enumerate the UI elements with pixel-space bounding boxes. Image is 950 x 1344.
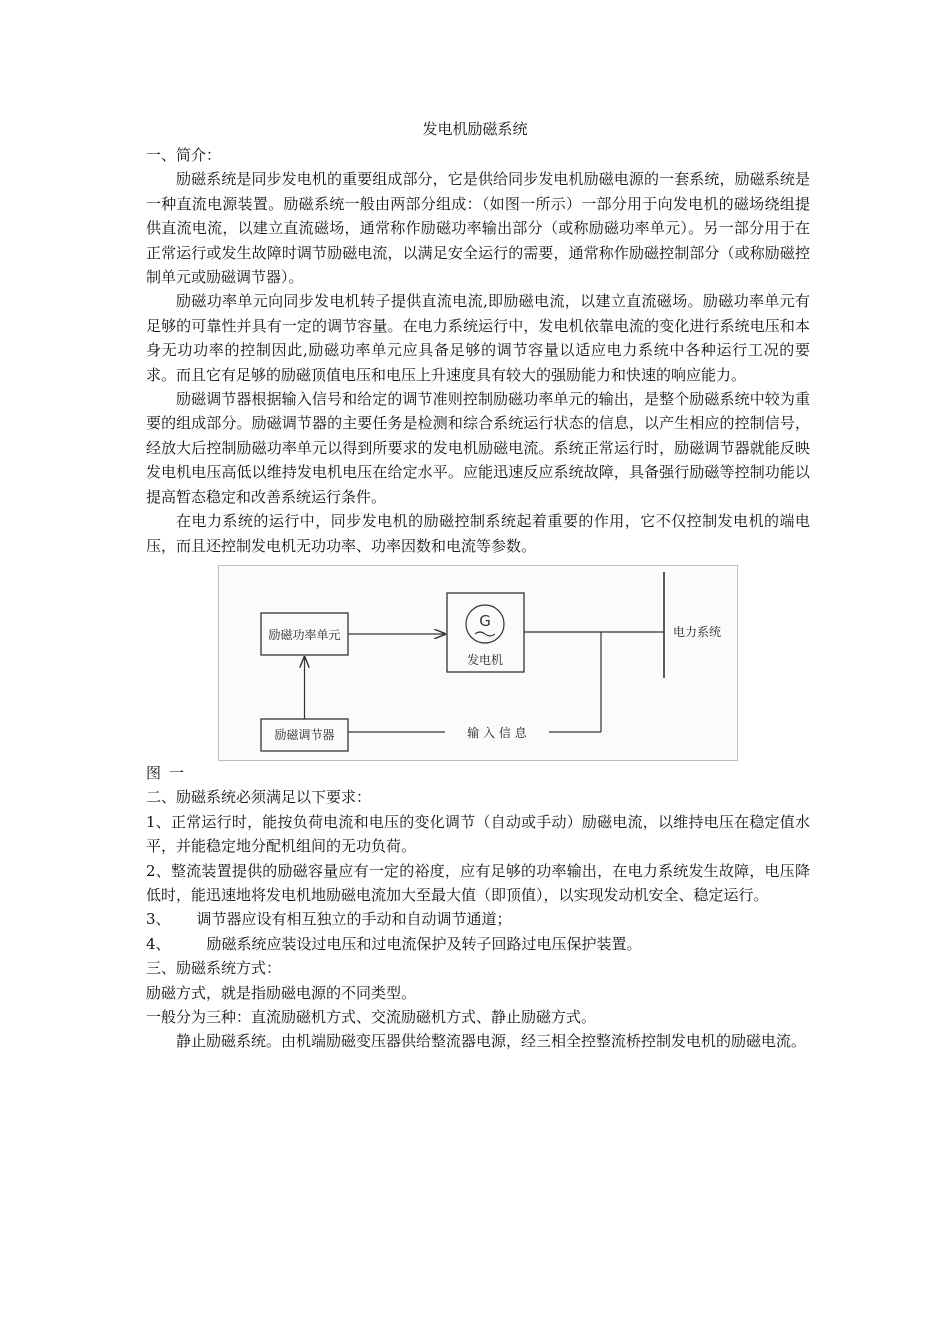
requirement-4-text: 励磁系统应装设过电压和过电流保护及转子回路过电压保护装置。: [206, 934, 642, 953]
requirement-4: [146, 932, 810, 956]
requirement-2: 2、整流装置提供的励磁容量应有一定的裕度，应有足够的功率输出，在电力系统发生故障，电压降低时，能迅速地将发电机地励磁电流加大至最大值（即顶值），以实现发动机安全、稳定运行。: [146, 861, 810, 904]
section3-line-1: 励磁方式，就是指励磁电源的不同类型。: [146, 983, 417, 1002]
excitation-diagram: [218, 565, 738, 761]
figure-caption: 图一: [146, 763, 193, 782]
section3-heading: 三、励磁系统方式：: [146, 959, 282, 978]
power-unit-label: 励磁功率单元: [268, 627, 341, 642]
section1-paragraph-1: 励磁系统是同步发电机的重要组成部分，它是供给同步发电机励磁电源的一套系统，励磁系统是一种直流电源装置。励磁系统一般由两部分组成：（如图一所示）一部分用于向发电机的磁场绕组提供直流电流，以建立直流磁场，通常称作励磁功率输出部分（或称励磁功率单元）。另一部分用于在正常运行或发生故障时调节励磁电流，以满足安全运行的需要，通常称作励磁控制部分（或称励磁控制单元或励磁调节器）。: [146, 170, 810, 287]
section3-line-2: 一般分为三种：直流励磁机方式、交流励磁机方式、静止励磁方式。: [146, 1007, 597, 1026]
generator-symbol: G: [479, 611, 491, 630]
section1-paragraph-2: 励磁功率单元向同步发电机转子提供直流电流,即励磁电流，以建立直流磁场。励磁功率单元有足够的可靠性并具有一定的调节容量。在电力系统运行中，发电机依靠电流的变化进行系统电压和本身无功功率的控制因此,励磁功率单元应具备足够的调节容量以适应电力系统中各种运行工况的要求。而且它有足够的励磁顶值电压和电压上升速度具有较大的强励能力和快速的响应能力。: [146, 292, 810, 384]
document-body: [146, 143, 810, 1054]
document-title: 发电机励磁系统: [422, 120, 528, 138]
input-info-label: 输 入 信 息: [467, 725, 527, 740]
section1-paragraph-4: 在电力系统的运行中，同步发电机的励磁控制系统起着重要的作用，它不仅控制发电机的端电压，而且还控制发电机无功功率、功率因数和电流等参数。: [146, 512, 810, 555]
regulator-label: 励磁调节器: [274, 727, 335, 742]
section2-heading: 二、励磁系统必须满足以下要求：: [146, 788, 372, 807]
power-system-label: 电力系统: [673, 624, 722, 639]
section1-paragraph-3: 励磁调节器根据输入信号和给定的调节准则控制励磁功率单元的输出，是整个励磁系统中较为重要的组成部分。励磁调节器的主要任务是检测和综合系统运行状态的信息，以产生相应的控制信号，经放大后控制励磁功率单元以得到所要求的发电机励磁电流。系统正常运行时，励磁调节器就能反映发电机电压高低以维持发电机电压在给定水平。应能迅速反应系统故障，具备强行励磁等控制功能以提高暂态稳定和改善系统运行条件。: [146, 390, 810, 506]
generator-wave-icon: [475, 632, 495, 636]
diagram-svg: [219, 566, 737, 760]
requirement-4-number: 4、: [146, 934, 171, 953]
requirement-3: [146, 907, 810, 931]
section3-paragraph-1: 静止励磁系统。由机端励磁变压器供给整流器电源，经三相全控整流桥控制发电机的励磁电流。: [176, 1032, 807, 1051]
generator-label: 发电机: [466, 652, 504, 667]
section1-heading: 一、简介：: [146, 146, 222, 164]
requirement-3-number: 3、: [146, 910, 171, 929]
requirement-3-text: 调节器应设有相互独立的手动和自动调节通道；: [196, 910, 512, 929]
requirement-1: 1、正常运行时，能按负荷电流和电压的变化调节（自动或手动）励磁电流，以维持电压在稳定值水平，并能稳定地分配机组间的无功负荷。: [146, 812, 810, 856]
